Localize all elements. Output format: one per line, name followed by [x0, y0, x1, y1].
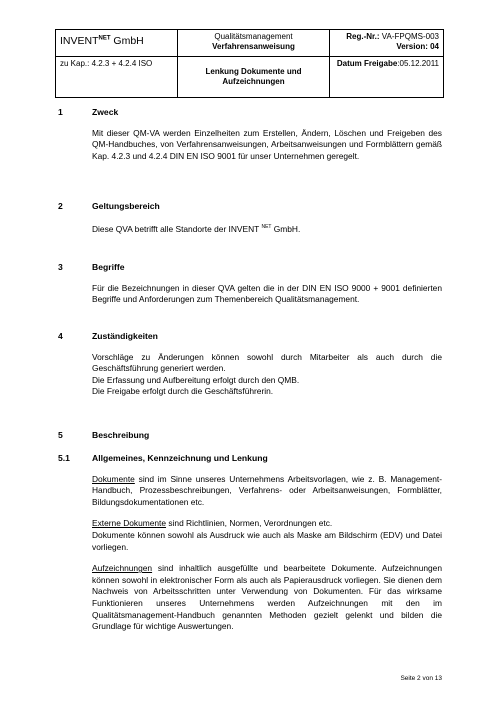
section-text: Diese QVA betrifft alle Standorte der INVENT $^{NET}$ GmbH. — [92, 223, 301, 234]
section-5 — [58, 430, 442, 442]
reg-label: Reg.-Nr.: — [346, 32, 380, 41]
section-line: Die Freigabe erfolgt durch die Geschäftsführerin. — [92, 386, 274, 397]
section-number: 3 — [58, 262, 63, 272]
document-title: Lenkung Dokumente und Aufzeichnungen — [178, 57, 330, 98]
section-number: 1 — [58, 107, 63, 117]
reg-cell — [330, 30, 444, 57]
section-title: Geltungsbereich — [92, 201, 160, 211]
reg-value: VA-FPQMS-003 — [379, 32, 439, 41]
section-title: Beschreibung — [92, 430, 150, 440]
version-label: Version: 04 — [396, 42, 439, 51]
qm-type-cell — [178, 30, 330, 57]
section-3 — [58, 262, 442, 306]
qm-line2: Verfahrensanweisung — [212, 42, 295, 51]
section-number: 4 — [58, 331, 63, 341]
qm-line1: Qualitätsmanagement — [214, 32, 293, 41]
section-text: Für die Bezeichnungen in dieser QVA gelten die in der DIN EN ISO 9000 + 9001 definierten Begriffe und Anforderungen zum Themenbereich Qualitätsmanagement. — [92, 282, 442, 305]
section-number: 2 — [58, 201, 63, 211]
paragraph-external: Externe Dokumente sind Richtlinien, Normen, Verordnungen etc. Dokumente können sowohl als Ausdruck wie auch als Maske am Bildschirm (EDV) und Datei vorliegen. — [92, 518, 442, 552]
paragraph-documents: Dokumente sind im Sinne unseres Unternehmens Arbeitsvorlagen, wie z. B. Management-Handbuch, Prozessbeschreibungen, Verfahrens- oder Arbeitsanweisungen, Formblätter, Bildungsdokumentationen etc. — [92, 473, 442, 507]
paragraph-records: Aufzeichnungen sind inhaltlich ausgefüllte und bearbeitete Dokumente. Aufzeichnungen können sowohl in elektronischer Form als auch als Papierausdruck vorliegen. Sie dienen dem Nachweis von Arbeitsschritten unter Verwendung von Dokumenten. Für das wirksame Funktionieren unseres Unternehmens werden Aufzeichnungen mit den im Qualitätsmanagement-Handbuch genannten Methoden gezielt gelenkt und bilden die Grundlage für wichtige Auswertungen. — [92, 563, 442, 632]
section-1 — [58, 107, 442, 162]
section-text: Mit dieser QM-VA werden Einzelheiten zum Erstellen, Ändern, Löschen und Freigeben des QM-Handbuches, von Verfahrensanweisungen, Arbeitsanweisungen und Formblättern gemäß Kap. 4.2.3 und 4.2.4 DIN EN ISO 9001 für unser Unternehmen geregelt. — [92, 127, 442, 161]
date-value: :05.12.2011 — [397, 59, 439, 68]
section-5-1 — [58, 453, 442, 633]
section-2 — [58, 201, 442, 235]
date-cell — [330, 57, 444, 98]
company-cell — [56, 30, 178, 57]
section-text — [58, 352, 442, 398]
ref-cell: zu Kap.: 4.2.3 + 4.2.4 ISO — [56, 57, 178, 98]
section-line: Vorschläge zu Änderungen können sowohl durch Mitarbeiter als auch durch die Geschäftsführung generiert werden. — [92, 351, 442, 374]
page-number: Seite 2 von 13 — [400, 675, 442, 682]
company-name: $INVENT^{NET}$ GmbH — [60, 34, 144, 47]
section-title: Begriffe — [92, 262, 125, 272]
section-line: Die Erfassung und Aufbereitung erfolgt durch den QMB. — [92, 374, 300, 385]
section-title: Zweck — [92, 107, 119, 117]
section-number: 5 — [58, 430, 63, 440]
section-title: Allgemeines, Kennzeichnung und Lenkung — [92, 453, 268, 463]
date-label: Datum Freigabe — [336, 59, 398, 68]
section-number: 5.1 — [58, 453, 70, 463]
section-title: Zuständigkeiten — [92, 331, 158, 341]
section-4 — [58, 331, 442, 398]
document-header — [55, 29, 444, 98]
